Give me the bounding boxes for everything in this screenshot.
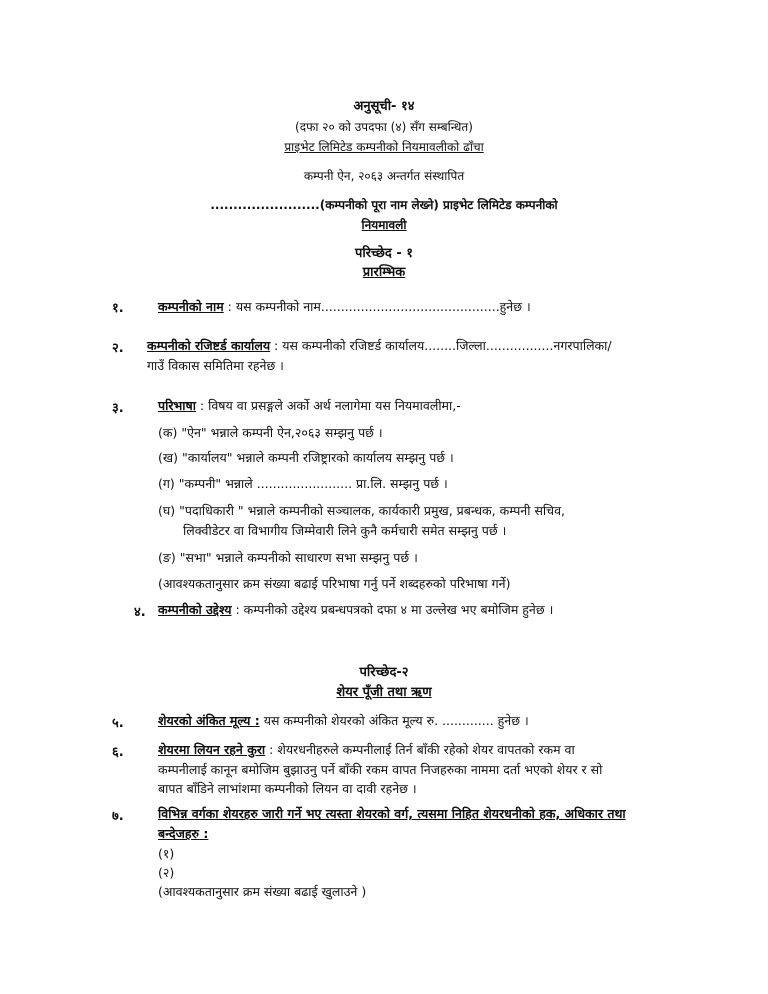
item2-text-cont: गाउँ विकास समितिमा रहनेछ । — [147, 358, 284, 373]
item4-label: कम्पनीको उद्देश्य — [158, 602, 232, 617]
item2-label: कम्पनीको रजिष्टर्ड कार्यालय — [147, 338, 271, 353]
item7-number: ७. — [112, 809, 124, 824]
item3-body: : विषय वा प्रसङ्गले अर्को अर्थ नलागेमा यस नियमावलीमा,- — [195, 398, 461, 413]
chapter1-heading: परिच्छेद - १ — [354, 246, 414, 261]
definition-kha: (ख) "कार्यालय" भन्नाले कम्पनी रजिष्ट्रारको कार्यालय सम्झनु पर्छ । — [158, 450, 454, 465]
item7-sub1: (१) — [158, 846, 175, 861]
item6-text-cont2: बापत बाँडिने लाभांशमा कम्पनीको लियन वा दावी रहनेछ । — [158, 781, 417, 796]
format-title-text: प्राइभेट लिमिटेड कम्पनीको नियमावलीको ढाँचा — [284, 140, 484, 154]
item6-label: शेयरमा लियन रहने कुरा — [158, 742, 266, 757]
chapter2-heading: परिच्छेद-२ — [359, 665, 409, 680]
definition-ga: (ग) "कम्पनी" भन्नाले ........................ प्रा.लि. सम्झनु पर्छ । — [158, 476, 448, 491]
definition-gha: (घ) "पदाधिकारी " भन्नाले कम्पनीको सञ्चालक, कार्यकारी प्रमुख, प्रबन्धक, कम्पनी सचिव, — [158, 503, 565, 518]
established-line: कम्पनी ऐन, २०६३ अन्तर्गत संस्थापित — [303, 169, 465, 183]
definition-nga: (ङ) "सभा" भन्नाले कम्पनीको साधारण सभा सम्झनु पर्छ । — [158, 550, 418, 565]
item5-number: ५. — [112, 716, 124, 731]
chapter2-subheading — [0, 682, 768, 700]
item2-body: : यस कम्पनीको रजिष्टर्ड कार्यालय........जिल्ला.................नगरपालिका/ — [270, 338, 612, 353]
item5-body: यस कम्पनीको शेयरको अंकित मूल्य रु. ............. हुनेछ । — [259, 713, 529, 728]
item7-note: (आवश्यकतानुसार क्रम संख्या बढाई खुलाउने ) — [158, 884, 367, 899]
definition-note: (आवश्यकतानुसार क्रम संख्या बढाई परिभाषा गर्नु पर्ने शब्दहरुको परिभाषा गर्ने) — [158, 576, 511, 591]
format-title — [0, 138, 768, 155]
item6-text-cont1: कम्पनीलाई कानून बमोजिम बुझाउनु पर्ने बाँकी रकम वापत निजहरुका नाममा दर्ता भएको शेयर र सो — [158, 762, 603, 777]
item6-text — [158, 741, 575, 758]
rules-title — [0, 216, 768, 233]
chapter1-subheading — [0, 262, 768, 280]
item3-text — [158, 397, 461, 414]
item1-body: : यस कम्पनीको नाम.............................................हुनेछ । — [223, 299, 531, 314]
company-name-line: ........................(कम्पनीको पूरा नाम लेख्ने) प्राइभेट लिमिटेड कम्पनीको — [210, 198, 558, 212]
item1-number: १. — [112, 301, 124, 316]
item1-label: कम्पनीको नाम — [158, 299, 224, 314]
item4-text — [158, 601, 553, 618]
rules-title-text: नियमावली — [361, 218, 407, 232]
item2-text — [147, 337, 612, 354]
item1-text — [158, 298, 531, 315]
item5-label: शेयरको अंकित मूल्य : — [158, 713, 260, 728]
item6-body: : शेयरधनीहरुले कम्पनीलाई तिर्न बाँकी रहेको शेयर वापतको रकम वा — [265, 742, 575, 757]
item7-label: विभिन्न वर्गका शेयरहरु जारी गर्ने भए त्यस्ता शेयरको वर्ग, त्यसमा निहित शेयरधनीको हक, अधिकार तथा — [158, 806, 626, 821]
item3-label: परिभाषा — [158, 398, 196, 413]
item2-number: २. — [112, 341, 124, 356]
item3-number: ३. — [112, 401, 124, 416]
item5-text — [158, 712, 529, 729]
reference-line: (दफा २० को उपदफा (४) सँग सम्बन्धित) — [295, 120, 473, 134]
item7-label-cont: बन्देजहरु : — [158, 826, 209, 841]
chapter1-subheading-text: प्रारम्भिक — [362, 265, 406, 280]
chapter2-subheading-text: शेयर पूँजी तथा ऋण — [336, 685, 432, 700]
item6-number: ६. — [112, 745, 124, 760]
item4-number: ४. — [134, 605, 146, 620]
definition-gha-cont: लिक्वीडेटर वा विभागीय जिम्मेवारी लिने कुनै कर्मचारी समेत सम्झनु पर्छ । — [183, 523, 507, 538]
item4-body: : कम्पनीको उद्देश्य प्रबन्धपत्रको दफा ४ मा उल्लेख भए बमोजिम हुनेछ । — [231, 602, 554, 617]
definition-ka: (क) "ऐन" भन्नाले कम्पनी ऐन,२०६३ सम्झनु पर्छ । — [158, 425, 383, 440]
item7-sub2: (२) — [158, 865, 175, 880]
schedule-title: अनुसूची- १४ — [353, 99, 415, 114]
